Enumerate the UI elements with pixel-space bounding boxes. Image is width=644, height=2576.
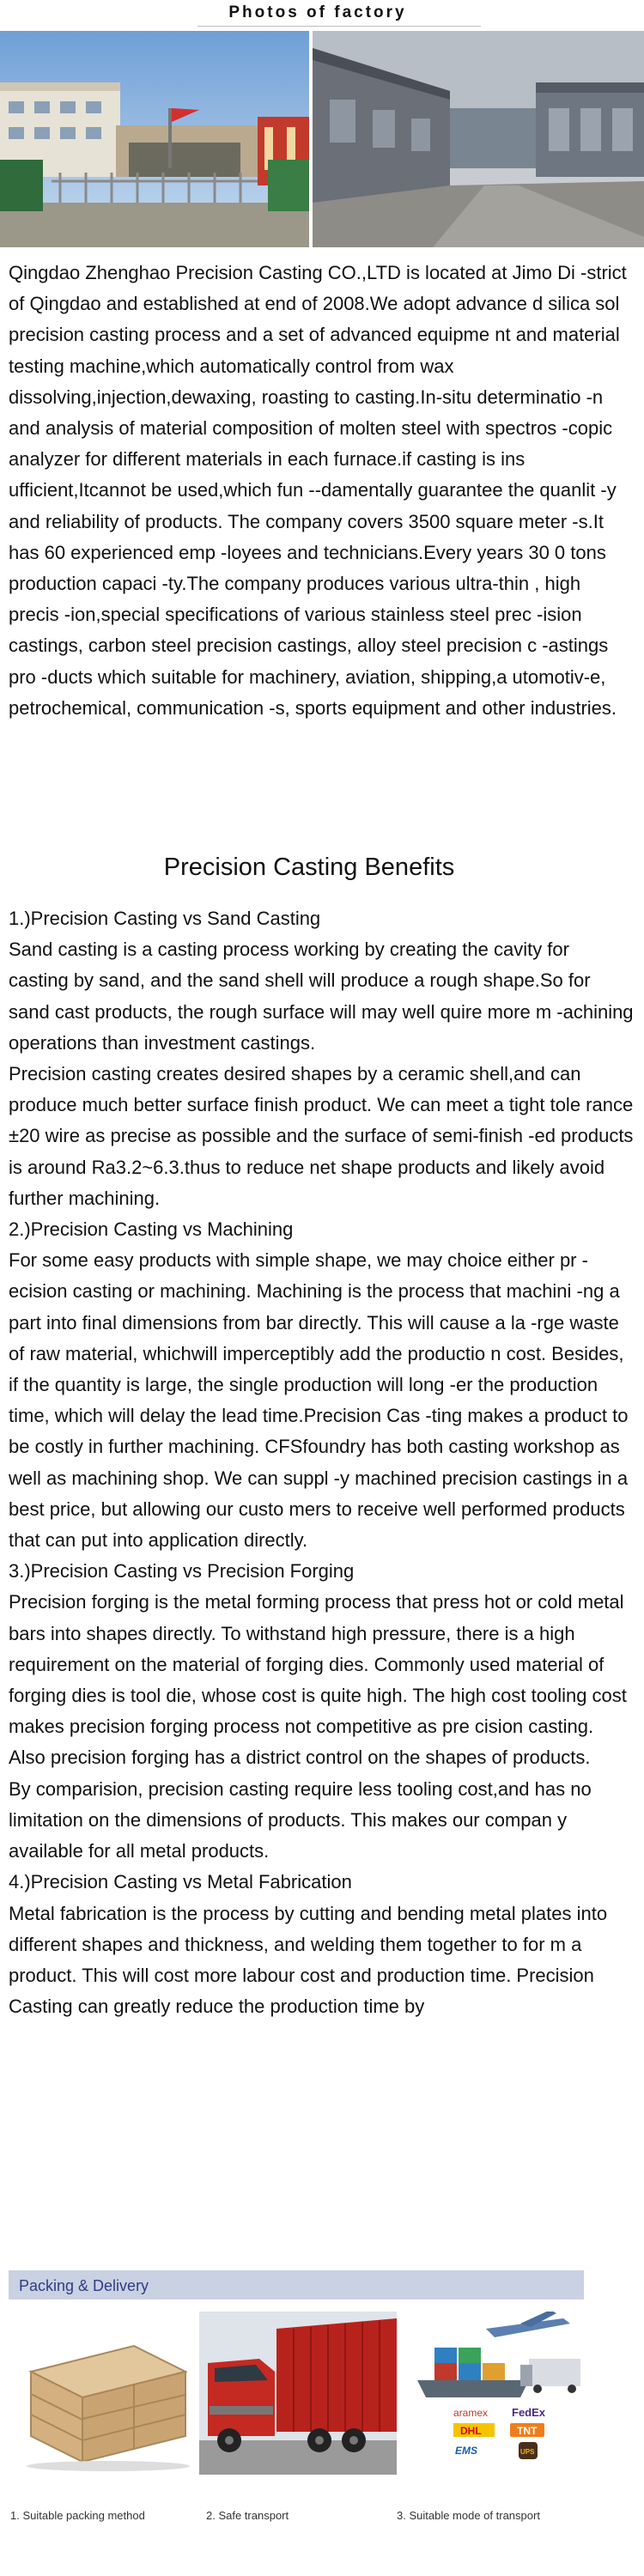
benefit-paragraph: Sand casting is a casting process working by creating the cavity for casting by sand, and the sand shell will produce a rough shape.So for sand cast products, the rough surface will may well quire more m -achining operations than investment castings. (9, 939, 634, 1054)
ems-logo: EMS (455, 2445, 478, 2457)
dhl-logo: DHL (460, 2425, 482, 2437)
benefit-paragraph: Metal fabrication is the process by cutting and bending metal plates into different shapes and thickness, and welding them together to for m a product. This will cost more labour cost and production time. Precision Casting can greatly reduce the production time by (9, 1902, 608, 2018)
benefit-paragraph: Precision casting creates desired shapes by a ceramic shell,and can produce much better surface finish product. We can meet a tight tole rance ±20 wire as precise as possible and the surface of semi-finish -ed products is around Ra3.2~6.3.thus to reduce net shape products and likely avoid further machining. (9, 1063, 634, 1209)
caption-packing-method: 1. Suitable packing method (10, 2509, 145, 2522)
benefits-title: Precision Casting Benefits (163, 854, 455, 881)
benefit-paragraph: Precision forging is the metal forming process that press hot or cold metal bars into shapes directly. To withstand high pressure, there is a high requirement on the material of forging dies. Commonly used material of forging dies is tool die, whose cost is quite high. The high cost tooling cost makes precision forging process not competitive as pre cision casting. Also precision forging has a district control on the shapes of products. (9, 1591, 627, 1769)
factory-photo-workshop (313, 31, 644, 247)
caption-safe-transport: 2. Safe transport (206, 2509, 289, 2522)
benefit-heading-forging: 3.)Precision Casting vs Precision Forging (9, 1560, 355, 1583)
benefit-paragraph: By comparision, precision casting require less tooling cost,and has no limitation on the dimensions of products. This makes our compan y available for all metal products. (9, 1777, 592, 1862)
ups-logo: UPS (520, 2448, 535, 2456)
photos-title: Photos of factory (228, 3, 407, 21)
factory-photo-gate (0, 31, 309, 247)
intro-paragraph: Qingdao Zhenghao Precision Casting CO.,LTD is located at Jimo Di -strict of Qingdao and established at end of 2008.We adopt advance d silica sol precision casting process and a set of advanced equipme nt and material testing machine,which automatically control from wax dissolving,injection,dewaxing, roasting to casting.In-situ determinatio -n and analysis of material composition of molten steel with spectros -copic analyzer for different materials in each furnace.if casting is ins ufficient,Itcannot be used,which fun --damentally guarantee the quanlit -y and reliability of products. The company covers 3500 square meter -s.It has 60 experienced emp -loyees and technicians.Every years 30 0 tons production capaci -ty.The company produces various ultra-thin , high precis -ion,special specifications of various stainless steel prec -ision castings, carbon steel precision castings, alloy steel precision c -astings pro -ducts which suitable for machinery, aviation, shipping,a utomotiv-e, petrochemical, communication -s, sports equipment and other industries. (9, 262, 627, 719)
caption-transport-mode: 3. Suitable mode of transport (397, 2509, 540, 2522)
title-divider (197, 26, 481, 27)
benefits-section (9, 903, 634, 2253)
aramex-logo: aramex (453, 2407, 489, 2419)
packing-header-title: Packing & Delivery (19, 2277, 149, 2294)
tnt-logo: TNT (517, 2425, 538, 2437)
benefit-heading-sand: 1.)Precision Casting vs Sand Casting (9, 908, 321, 929)
transport-modes-image (400, 2312, 598, 2475)
red-truck-image (199, 2312, 397, 2475)
benefit-paragraph: For some easy products with simple shape, we may choice either pr -ecision casting or machining. Machining is the process that machini -ng a part into final dimensions from bar directly. This will cause a la -rge waste of raw material, whichwill imperceptibly add the productio n cost. Besides, if the quantity is large, the single production will long -er the production time, which will delay the lead time.Precision Cas -ting makes a product to be costly in further machining. CFSfoundry has both casting workshop as well as machining shop. We can suppl -y machined precision castings in a best price, but allowing our custo mers to receive well performed products that can put into application directly. (9, 1249, 629, 1552)
benefit-heading-fabrication: 4.)Precision Casting vs Metal Fabrication (9, 1871, 352, 1893)
company-intro (9, 258, 634, 724)
wooden-crate-image (5, 2312, 203, 2475)
fedex-logo: FedEx (512, 2406, 546, 2419)
packing-header-bar (9, 2270, 584, 2300)
benefit-heading-machining: 2.)Precision Casting vs Machining (9, 1218, 294, 1241)
